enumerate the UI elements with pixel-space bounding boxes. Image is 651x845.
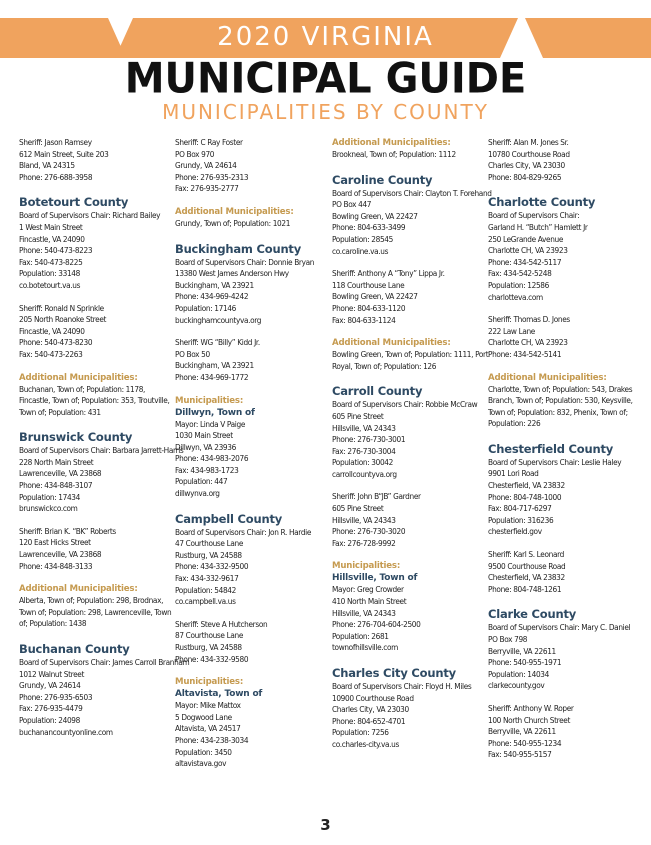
text-line: Fax: 434-332-9617 (175, 573, 239, 584)
text-line: 10780 Courthouse Road (488, 148, 570, 159)
text-line: Fax: 434-983-1723 (175, 464, 239, 475)
text-line: Bowling Green, VA 22427 (332, 291, 418, 302)
text-line: Phone: 804-748-1261 (488, 583, 562, 594)
text-line: Board of Supervisors Chair: James Carroll Branham (19, 657, 190, 667)
text-line: Fax: 804-717-6297 (488, 503, 552, 514)
text-line: Phone: 804-633-1120 (332, 302, 406, 313)
text-line: Bowling Green, VA 22427 (332, 210, 418, 221)
county-heading: Campbell County (175, 511, 283, 526)
text-line: co.botetourt.va.us (19, 279, 81, 290)
text-line: Fincastle, VA 24090 (19, 325, 85, 336)
text-line: Charlotte CH, VA 23923 (488, 245, 568, 256)
text-line: Population: 24098 (19, 714, 80, 725)
text-line: Phone: 434-848-3133 (19, 560, 93, 571)
municipality-name: Altavista, Town of (175, 689, 263, 700)
municipalities-label: Additional Municipalities: (175, 206, 294, 217)
text-line: Phone: 434-983-2076 (175, 453, 249, 464)
text-line: Board of Supervisors Chair: Mary C. Daniel (488, 622, 631, 633)
text-line: Alberta, Town of; Population: 298, Brodnax, (19, 595, 164, 606)
text-line: Population: 447 (175, 476, 228, 487)
text-line: Charlotte CH, VA 23923 (488, 337, 568, 348)
text-line: altavistava.gov (175, 758, 227, 769)
text-line: Board of Supervisors Chair: Barbara Jarrett-Harris (19, 445, 184, 456)
text-line: Hillsville, VA 24343 (332, 422, 396, 433)
text-line: Population: 7256 (332, 727, 389, 738)
text-line: Fax: 540-955-5157 (488, 749, 552, 760)
spacer (19, 515, 169, 526)
text-line: Phone: 804-829-9265 (488, 171, 562, 182)
spacer (19, 572, 169, 583)
county-heading: Clarke County (488, 607, 577, 622)
text-line: Sheriff: C Ray Foster (175, 137, 243, 147)
text-line: 87 Courthouse Lane (175, 630, 244, 641)
text-line: Population: 33148 (19, 268, 80, 279)
spacer (19, 292, 169, 303)
text-line: Town of; Population: 298, Lawrenceville, Town (19, 606, 172, 617)
text-line: townofhillsville.com (332, 642, 398, 653)
text-line: 47 Courthouse Lane (175, 538, 244, 549)
text-line: Sheriff: Steve A Hutcherson (175, 618, 268, 629)
text-line: Population: 30042 (332, 457, 393, 468)
spacer (488, 595, 638, 606)
text-line: 410 North Main Street (332, 596, 407, 607)
text-line: 1012 Walnut Street (19, 668, 85, 679)
county-heading: Carroll County (332, 384, 423, 399)
text-line: Fax: 276-935-2777 (175, 183, 239, 194)
spacer (332, 257, 482, 268)
municipality-name: Dillwyn, Town of (175, 407, 255, 418)
text-line: Phone: 434-332-9580 (175, 653, 249, 664)
header-banner (0, 18, 651, 58)
text-line: 1 West Main Street (19, 221, 83, 232)
text-line: Grundy, VA 24614 (175, 160, 237, 171)
municipalities-label: Municipalities: (332, 561, 401, 572)
text-line: PO Box 798 (488, 634, 528, 644)
text-line: co.caroline.va.us (332, 245, 389, 256)
text-line: Branch, Town of; Population: 530, Keysville, (488, 395, 633, 406)
text-line: Rustburg, VA 24588 (175, 642, 242, 652)
text-line: 605 Pine Street (332, 410, 384, 421)
text-line: Lawrenceville, VA 23868 (19, 549, 102, 560)
county-heading: Chesterfield County (488, 441, 614, 456)
text-line: Fax: 276-730-3004 (332, 445, 396, 456)
text-line: 10900 Courthouse Road (332, 692, 414, 703)
municipalities-label: Additional Municipalities: (19, 584, 138, 595)
municipalities-label: Municipalities: (175, 677, 244, 688)
text-line: Population: 316236 (488, 514, 554, 525)
text-line: Charles City, VA 23030 (488, 160, 565, 171)
county-heading: Buchanan County (19, 642, 130, 656)
text-line: Population: 3450 (175, 746, 232, 757)
text-line: Charles City, VA 23030 (332, 704, 409, 715)
text-line: Phone: 540-955-1971 (488, 657, 562, 668)
text-line: 5 Dogwood Lane (175, 711, 232, 722)
text-line: 118 Courthouse Lane (332, 279, 405, 290)
spacer (175, 326, 325, 337)
text-line: Phone: 276-730-3020 (332, 526, 406, 537)
text-line: Phone: 540-473-8223 (19, 245, 93, 256)
text-line: Phone: 276-688-3958 (19, 171, 93, 182)
text-line: 1030 Main Street (175, 430, 233, 441)
text-line: Sheriff: Jason Ramsey (19, 137, 92, 147)
text-line: Phone: 434-542-5117 (488, 256, 562, 267)
text-line: Phone: 804-652-4701 (332, 715, 406, 726)
text-line: Board of Supervisors Chair: Clayton T. Forehand (332, 187, 492, 198)
text-line: Phone: 540-955-1234 (488, 737, 562, 748)
text-line: Phone: 434-542-5141 (488, 348, 562, 359)
text-line: Population: 17146 (175, 302, 236, 313)
text-line: Population: 28545 (332, 233, 393, 244)
spacer (175, 195, 325, 206)
spacer (19, 183, 169, 194)
text-line: Fincastle, Town of; Population: 353, Troutville, (19, 395, 170, 406)
text-line: Population: 226 (488, 418, 541, 429)
text-line: Phone: 434-969-1772 (175, 371, 249, 382)
county-heading: Charlotte County (488, 195, 596, 210)
text-line: dillwynva.org (175, 488, 220, 499)
page-subtitle: MUNICIPALITIES BY COUNTY (162, 100, 489, 124)
text-line: brunswickco.com (19, 503, 78, 514)
text-line: 228 North Main Street (19, 456, 94, 467)
page-number: 3 (320, 816, 331, 834)
county-heading: Charles City County (332, 666, 456, 680)
text-line: Garland H. “Butch” Hamlett Jr (488, 221, 588, 232)
text-line: Phone: 434-848-3107 (19, 480, 93, 491)
text-line: 13380 West James Anderson Hwy (175, 268, 289, 279)
spacer (332, 161, 482, 172)
text-line: 120 East Hicks Street (19, 537, 91, 548)
county-heading: Caroline County (332, 172, 433, 187)
text-line: Hillsville, VA 24343 (332, 514, 396, 525)
text-line: of; Population: 1438 (19, 618, 87, 629)
spacer (175, 665, 325, 676)
text-line: Fax: 540-473-8225 (19, 256, 83, 267)
text-line: Population: 12586 (488, 279, 549, 290)
spacer (175, 608, 325, 619)
text-line: Rustburg, VA 24588 (175, 549, 242, 560)
text-line: Sheriff: Brian K. “BK” Roberts (19, 525, 116, 536)
text-line: Phone: 540-473-8230 (19, 337, 93, 348)
text-line: Phone: 434-332-9500 (175, 561, 249, 572)
spacer (19, 361, 169, 372)
text-line: Phone: 434-238-3034 (175, 734, 249, 745)
municipalities-label: Additional Municipalities: (332, 338, 451, 349)
text-line: Sheriff: Thomas D. Jones (488, 314, 570, 325)
municipalities-label: Additional Municipalities: (332, 138, 451, 148)
county-heading: Buckingham County (175, 241, 302, 256)
text-line: Board of Supervisors Chair: Floyd H. Miles (332, 681, 472, 691)
spacer (332, 480, 482, 491)
text-line: Board of Supervisors Chair: Richard Bailey (19, 210, 161, 221)
text-line: Population: 2681 (332, 630, 389, 641)
text-line: Chesterfield, VA 23832 (488, 480, 565, 491)
spacer (332, 326, 482, 337)
county-heading: Brunswick County (19, 430, 133, 445)
column-1 (19, 137, 190, 738)
text-line: 9500 Courthouse Road (488, 560, 566, 571)
text-line: Phone: 804-748-1000 (488, 491, 562, 502)
text-line: 205 North Roanoke Street (19, 314, 107, 325)
text-line: Sheriff: Anthony A “Tony” Lippa Jr. (332, 268, 445, 279)
text-line: Bowling Green, Town of; Population: 1111, Port (332, 349, 489, 360)
municipalities-label: Municipalities: (175, 395, 244, 406)
spacer (19, 630, 169, 641)
spacer (332, 372, 482, 383)
column-4 (488, 137, 638, 761)
text-line: Fincastle, VA 24090 (19, 233, 85, 244)
spacer (175, 500, 325, 511)
text-line: Grundy, Town of; Population: 1021 (175, 217, 291, 228)
column-3 (332, 137, 492, 751)
spacer (19, 418, 169, 429)
text-line: charlotteva.com (488, 291, 543, 302)
spacer (332, 549, 482, 560)
text-line: Fax: 804-633-1124 (332, 314, 396, 325)
text-line: buckinghamcountyva.org (175, 314, 262, 325)
page-title: MUNICIPAL GUIDE (124, 54, 527, 104)
text-line: Sheriff: Anthony W. Roper (488, 702, 574, 713)
text-line: Brookneal, Town of; Population: 1112 (332, 149, 456, 159)
spacer (488, 361, 638, 372)
text-line: PO Box 447 (332, 199, 372, 210)
municipalities-label: Additional Municipalities: (488, 372, 607, 383)
text-line: Chesterfield, VA 23832 (488, 572, 565, 583)
spacer (488, 303, 638, 314)
text-line: Sheriff: WG “Billy” Kidd Jr. (175, 337, 260, 348)
text-line: Town of; Population: 832, Phenix, Town of; (488, 406, 628, 417)
text-line: 605 Pine Street (332, 503, 384, 514)
banner-title: 2020 VIRGINIA (217, 22, 434, 52)
text-line: Buckingham, VA 23921 (175, 360, 254, 371)
text-line: Phone: 804-633-3499 (332, 222, 406, 233)
text-line: Sheriff: Ronald N Sprinkle (19, 302, 104, 313)
spacer (175, 384, 325, 395)
text-line: Population: 17434 (19, 491, 80, 502)
text-line: Mayor: Greg Crowder (332, 584, 404, 595)
spacer (488, 430, 638, 441)
spacer (488, 538, 638, 549)
text-line: 250 LeGrande Avenue (488, 233, 564, 244)
text-line: Population: 14034 (488, 668, 549, 679)
text-line: Altavista, VA 24517 (175, 723, 241, 734)
text-line: Grundy, VA 24614 (19, 680, 81, 691)
text-line: buchanancountyonline.com (19, 726, 113, 737)
text-line: Phone: 276-935-2313 (175, 171, 249, 182)
text-line: 222 Law Lane (488, 325, 535, 336)
text-line: Berryville, VA 22611 (488, 645, 556, 656)
text-line: Board of Supervisors Chair: (488, 210, 580, 221)
text-line: clarkecounty.gov (488, 680, 545, 691)
text-line: Board of Supervisors Chair: Donnie Bryan (175, 256, 315, 267)
text-line: Berryville, VA 22611 (488, 726, 556, 737)
text-line: Phone: 276-704-604-2500 (332, 619, 421, 630)
text-line: chesterfield.gov (488, 526, 542, 537)
text-line: Lawrenceville, VA 23868 (19, 468, 102, 479)
text-line: Fax: 434-542-5248 (488, 268, 552, 279)
spacer (332, 654, 482, 665)
spacer (488, 692, 638, 703)
text-line: Population: 54842 (175, 584, 236, 595)
text-line: Hillsville, VA 24343 (332, 607, 396, 618)
text-line: Mayor: Linda V Paige (175, 418, 246, 429)
text-line: co.charles-city.va.us (332, 738, 399, 749)
text-line: Fax: 540-473-2263 (19, 348, 83, 359)
text-line: Board of Supervisors Chair: Robbie McCraw (332, 399, 478, 410)
text-line: 612 Main Street, Suite 203 (19, 148, 109, 159)
text-line: PO Box 970 (175, 148, 215, 159)
text-line: Phone: 276-730-3001 (332, 434, 406, 445)
column-2 (175, 137, 325, 770)
text-line: Sheriff: Karl S. Leonard (488, 549, 564, 560)
text-line: Dillwyn, VA 23936 (175, 441, 236, 452)
text-line: Charlotte, Town of; Population: 543, Drakes (488, 383, 633, 394)
municipalities-label: Additional Municipalities: (19, 372, 138, 383)
county-heading: Botetourt County (19, 195, 129, 210)
text-line: PO Box 50 (175, 348, 210, 359)
text-line: Board of Supervisors Chair: Leslie Haley (488, 456, 622, 467)
text-line: Royal, Town of; Population: 126 (332, 360, 437, 371)
text-line: Board of Supervisors Chair: Jon R. Hardie (175, 526, 312, 537)
text-line: 9901 Lori Road (488, 468, 539, 479)
text-line: Fax: 276-728-9992 (332, 537, 396, 548)
text-line: Town of; Population: 431 (19, 406, 101, 417)
spacer (175, 230, 325, 241)
text-line: 100 North Church Street (488, 714, 571, 725)
text-line: Mayor: Mike Mattox (175, 700, 241, 711)
text-line: Buckingham, VA 23921 (175, 279, 254, 290)
text-line: Buchanan, Town of; Population: 1178, (19, 383, 146, 394)
text-line: Sheriff: John B“JB” Gardner (332, 491, 421, 502)
text-line: co.campbell.va.us (175, 596, 236, 607)
text-line: Fax: 276-935-4479 (19, 703, 83, 714)
text-line: Bland, VA 24315 (19, 160, 75, 171)
text-line: Sheriff: Alan M. Jones Sr. (488, 137, 569, 147)
text-line: carrollcountyva.org (332, 468, 397, 479)
text-line: Phone: 434-969-4242 (175, 291, 249, 302)
text-line: Phone: 276-935-6503 (19, 691, 93, 702)
municipality-name: Hillsville, Town of (332, 573, 418, 584)
spacer (488, 183, 638, 194)
